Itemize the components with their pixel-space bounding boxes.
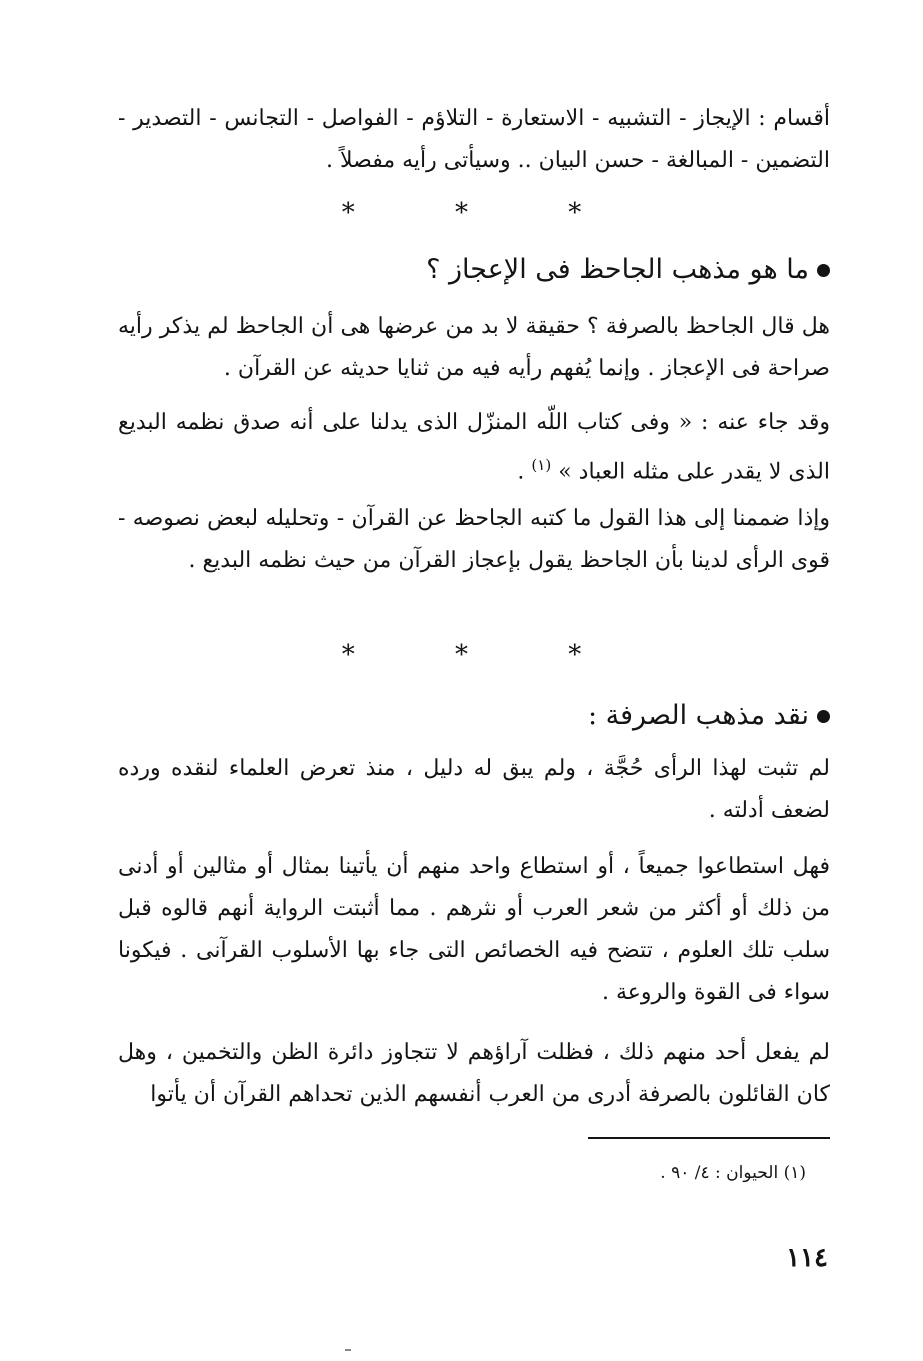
quote-end: .: [517, 459, 532, 485]
page-number: ١١٤: [786, 1243, 828, 1273]
paragraph-sarfa-question: هل قال الجاحظ بالصرفة ؟ حقيقة لا بد من عرضها هى أن الجاحظ لم يذكر رأيه صراحة فى الإعجاز . وإنما يُفهم رأيه فيه من ثنايا حديثه عن القرآن .: [118, 314, 830, 381]
bullet-icon: [817, 710, 830, 723]
bullet-icon: [817, 264, 830, 277]
paragraph-categories: أقسام : الإيجاز - التشبيه - الاستعارة - التلاؤم - الفواصل - التجانس - التصدير - التضمين - المبالغة - حسن البيان .. وسيأتى رأيه مفصلاً .: [118, 106, 830, 173]
paragraph-conclusion: وإذا ضممنا إلى هذا القول ما كتبه الجاحظ عن القرآن - وتحليله لبعض نصوصه - قوى الرأى لدينا بأن الجاحظ يقول بإعجاز القرآن من حيث نظمه البديع .: [118, 506, 830, 573]
heading-text: ما هو مذهب الجاحظ فى الإعجاز ؟: [426, 254, 809, 285]
section-heading-jahiz-doctrine: [118, 250, 830, 290]
paragraph-quote: [118, 402, 830, 493]
footnote-divider: [588, 1137, 830, 1139]
footnote: (١) الحيوان : ٤/ ٩٠ .: [660, 1163, 806, 1183]
paragraph-challenge: فهل استطاعوا جميعاً ، أو استطاع واحد منهم أن يأتينا بمثال أو مثالين أو أدنى من ذلك أو أكثر من شعر العرب أو نثرهم . مما أثبتت الرواية أنهم قالوه قبل سلب تلك العلوم ، تتضح فيه الخصائص التى جاء بها الأسلوب القرآنى . فيكونا سواء فى القوة والروعة .: [118, 854, 830, 1005]
footnote-reference: (١): [531, 456, 552, 474]
heading-text: نقد مذهب الصرفة :: [588, 700, 809, 731]
scan-speck: [345, 1349, 351, 1351]
section-heading-critique: [118, 696, 830, 736]
quote-text: وقد جاء عنه : « وفى كتاب اللّه المنزّل الذى يدلنا على أنه صدق نظمه البديع الذى لا يقدر على مثله العباد »: [118, 410, 830, 485]
paragraph-none-did: لم يفعل أحد منهم ذلك ، فظلت آراؤهم لا تتجاوز دائرة الظن والتخمين ، وهل كان القائلون بالصرفة أدرى من العرب أنفسهم الذين تحداهم القرآن أن يأتوا: [118, 1040, 830, 1107]
paragraph-no-proof: لم تثبت لهذا الرأى حُجَّة ، ولم يبق له دليل ، منذ تعرض العلماء لنقده ورده لضعف أدلته .: [118, 756, 830, 823]
section-separator: * * *: [341, 640, 628, 670]
section-separator: * * *: [341, 198, 628, 228]
